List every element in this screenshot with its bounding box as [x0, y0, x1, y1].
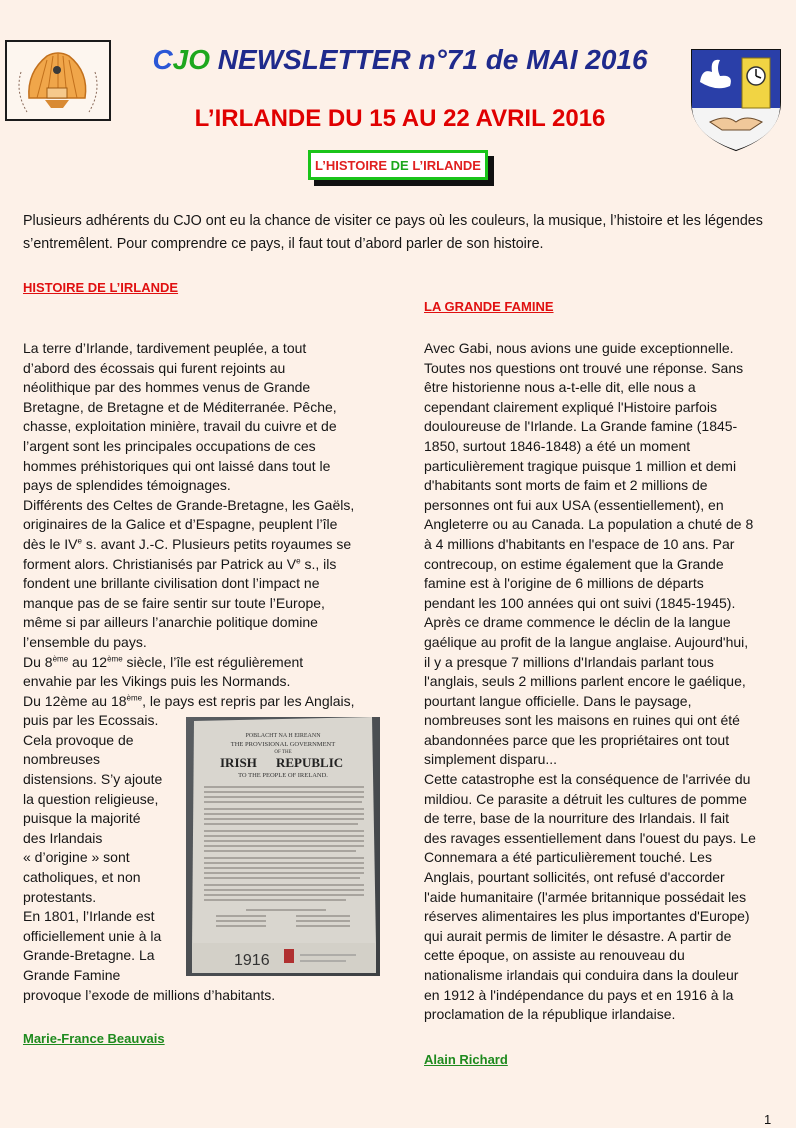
text-fragment: Du 12ème au 18 [23, 692, 127, 709]
text-line: mildiou. Ce parasite a détruit les cultures de pomme [424, 790, 747, 807]
text-line: il y a presque 7 millions d'Irlandais parlant tous [424, 653, 714, 670]
text-fragment: forment alors. Christianisés par Patrick au V [23, 555, 297, 572]
superscript: ème [107, 653, 123, 663]
text-line: Toutes nos questions ont trouvé une réponse. Sans [424, 359, 744, 376]
trip-subtitle: L’IRLANDE DU 15 AU 22 AVRIL 2016 [194, 105, 606, 132]
text-line: en 1912 à l'indépendance du pays et en 1916 à la [424, 986, 734, 1003]
text-fragment: s. avant J.-C. Plusieurs petits royaumes se [81, 535, 352, 552]
text-line: gaélique au profit de la langue anglaise. Aujourd'hui, [424, 633, 749, 650]
intro-paragraph: Plusieurs adhérents du CJO ont eu la chance de visiter ce pays où les couleurs, la musique, l’histoire et les légendes s’entremêlent. Pour comprendre ce pays, il faut tout d’abord parler de son histoire. [23, 213, 763, 252]
text-line: chasse, exploitation minière, travail du cuivre et de [23, 418, 337, 435]
text-line: Anglais, pourtant sollicités, ont refusé d'accorder [424, 869, 725, 886]
text-line: des ravages essentiellement dans l'ouest du pays. Le [424, 829, 756, 846]
text-line: Avec Gabi, nous avions une guide exceptionnelle. [424, 340, 734, 356]
poster-line: REPUBLIC [276, 755, 344, 770]
text-line: En 1801, l’Irlande est [23, 908, 155, 925]
text-line: l’ensemble du pays. [23, 633, 147, 650]
text-line: des Irlandais [23, 829, 103, 846]
text-line [23, 692, 373, 712]
text-line: néolithique par des hommes venus de Grande [23, 379, 311, 396]
text-line [23, 555, 373, 575]
text-line: Angleterre ou au Canada. La population a chuté de 8 [424, 516, 754, 533]
poster-line: TO THE PEOPLE OF IRELAND. [238, 772, 328, 779]
text-line: catholiques, et non [23, 869, 141, 886]
text-line: Grande Famine [23, 967, 121, 983]
text-line: fondent une brillante civilisation dont l’impact ne [23, 575, 320, 592]
text-line: être historienne nous a-t-elle dit, elle nous a [424, 379, 696, 396]
text-line: personnes ont fui aux USA (essentiellement), en [424, 496, 724, 513]
text-line: simplement disparu... [424, 751, 558, 768]
text-line: Connemara a été particulièrement touché. Les [424, 849, 712, 866]
text-line: Grande-Bretagne. La [23, 947, 155, 964]
text-fragment: s., ils [300, 555, 337, 572]
text-line: La terre d’Irlande, tardivement peuplée, a tout [23, 340, 307, 356]
text-line: d'habitants sont morts de faim et 2 millions de [424, 477, 708, 494]
poster-line: POBLACHT NA H EIREANN [245, 733, 321, 739]
author-signature-right: Alain Richard [424, 1052, 508, 1067]
poster-line: OF THE [274, 750, 292, 755]
text-line: hommes préhistoriques qui ont laissé dans tout le [23, 457, 331, 474]
text-fragment: Du 8 [23, 653, 53, 670]
author-signature-left: Marie-France Beauvais [23, 1031, 165, 1046]
famine-article [424, 339, 776, 1025]
text-fragment: siècle, l’île est régulièrement [122, 653, 304, 670]
club-logo [5, 40, 111, 121]
text-line: particulièrement tragique puisque 1 million et demi [424, 457, 737, 474]
poster-footer-year: 1916 [234, 952, 270, 969]
superscript: ème [126, 693, 143, 703]
text-line: contrecoup, on estime également que la Grande [424, 555, 724, 572]
text-line: pourtant langue officielle. Dans le paysage, [424, 692, 692, 709]
text-line: proclamation de la république irlandaise. [424, 1006, 676, 1023]
superscript: e [296, 555, 301, 565]
text-line: l'aide humanitaire (l'armée britannique possédait les [424, 888, 747, 905]
text-line: nationalisme irlandais qui conduira dans la douleur [424, 967, 739, 983]
text-line: de terre, base de la nourriture des Irlandais. Il fait [424, 810, 730, 827]
text-line: pays de splendides témoignages. [23, 477, 231, 494]
text-line: à 4 millions d'habitants en l'espace de 10 ans. Par [424, 535, 735, 552]
text-line: d’abord des écossais qui furent rejoints au [23, 359, 286, 376]
text-line: l’argent sont les principales occupations de ces [23, 437, 316, 454]
page-number: 1 [764, 1112, 772, 1127]
text-line: Après ce drame commence le déclin de la langue [424, 614, 731, 631]
section-title-part3: L’IRLANDE [412, 157, 481, 173]
text-line: pendant les 100 années qui ont suivi (1845-1945). [424, 594, 736, 611]
text-line: 1850, surtout 1846-1848) a été un moment [424, 437, 691, 454]
text-line: douloureuse de l'Irlande. La Grande famine (1845- [424, 418, 738, 435]
text-line: nombreuses [23, 751, 101, 768]
text-line: Bretagne, de Bretagne et de Méditerranée. Pêche, [23, 398, 337, 415]
right-heading: LA GRANDE FAMINE [424, 299, 554, 314]
proclamation-poster-image [186, 717, 380, 976]
text-line: puisque la majorité [23, 810, 141, 827]
text-line: Cette catastrophe est la conséquence de l'arrivée du [424, 771, 751, 788]
text-line: réserves alimentaires les plus importantes d'Europe) [424, 908, 750, 925]
text-line: nombreuses sont les maisons en ruines qui ont été [424, 712, 740, 729]
text-line: provoque l’exode de millions d’habitants. [23, 986, 276, 1003]
section-title-part2: DE [387, 157, 413, 173]
text-line: cette époque, on assiste au renouveau du [424, 947, 685, 964]
text-line: Cela provoque de [23, 731, 134, 748]
left-heading: HISTOIRE DE L’IRLANDE [23, 280, 179, 295]
text-line: même si par ailleurs l’anarchie politique domine [23, 614, 318, 631]
text-fragment: dès le IV [23, 535, 78, 552]
text-line: protestants. [23, 888, 97, 905]
section-title-box [308, 150, 488, 180]
newsletter-title [120, 44, 680, 76]
title-letter-o: O [188, 44, 211, 75]
town-coat-of-arms [690, 48, 782, 152]
poster-line: THE PROVISIONAL GOVERNMENT [230, 741, 336, 748]
text-line: envahie par les Vikings puis les Normands. [23, 673, 291, 690]
superscript: e [77, 536, 82, 546]
text-line: distensions. S’y ajoute [23, 771, 163, 788]
title-rest: NEWSLETTER n°71 de MAI 2016 [210, 44, 648, 75]
title-letter-c: C [152, 44, 173, 75]
superscript: ème [52, 653, 69, 663]
text-line: « d’origine » sont [23, 849, 130, 866]
text-line: officiellement unie à la [23, 927, 162, 944]
text-line [23, 653, 373, 673]
proclamation-photo [186, 717, 380, 976]
text-fragment: , le pays est repris par les Anglais, [142, 692, 355, 709]
title-letter-j: J [172, 44, 189, 75]
poster-line: IRISH [220, 755, 257, 770]
text-line: puis par les Ecossais. [23, 712, 159, 729]
text-line: cependant clairement expliqué l'Histoire parfois [424, 398, 717, 415]
text-line [23, 535, 373, 555]
text-line: la question religieuse, [23, 790, 159, 807]
text-line: manque pas de se faire sentir sur toute l’Europe, [23, 594, 325, 611]
text-line: qui aurait permis de limiter le désastre. A partir de [424, 927, 732, 944]
text-line: originaires de la Galice et d’Espagne, peuplent l’île [23, 516, 338, 533]
text-line: abandonnées parce que les propriétaires ont tout [424, 731, 730, 748]
scallop-shell-icon [7, 42, 109, 119]
text-line: Différents des Celtes de Grande-Bretagne, les Gaëls, [23, 496, 355, 513]
text-fragment: au 12 [68, 653, 108, 670]
section-title-part1: L’HISTOIRE [315, 157, 388, 173]
text-line: l'anglais, seuls 2 millions parlent encore le gaélique, [424, 673, 746, 690]
text-line: famine est à l'origine de 6 millions de départs [424, 575, 704, 592]
coat-of-arms-icon [690, 48, 782, 152]
